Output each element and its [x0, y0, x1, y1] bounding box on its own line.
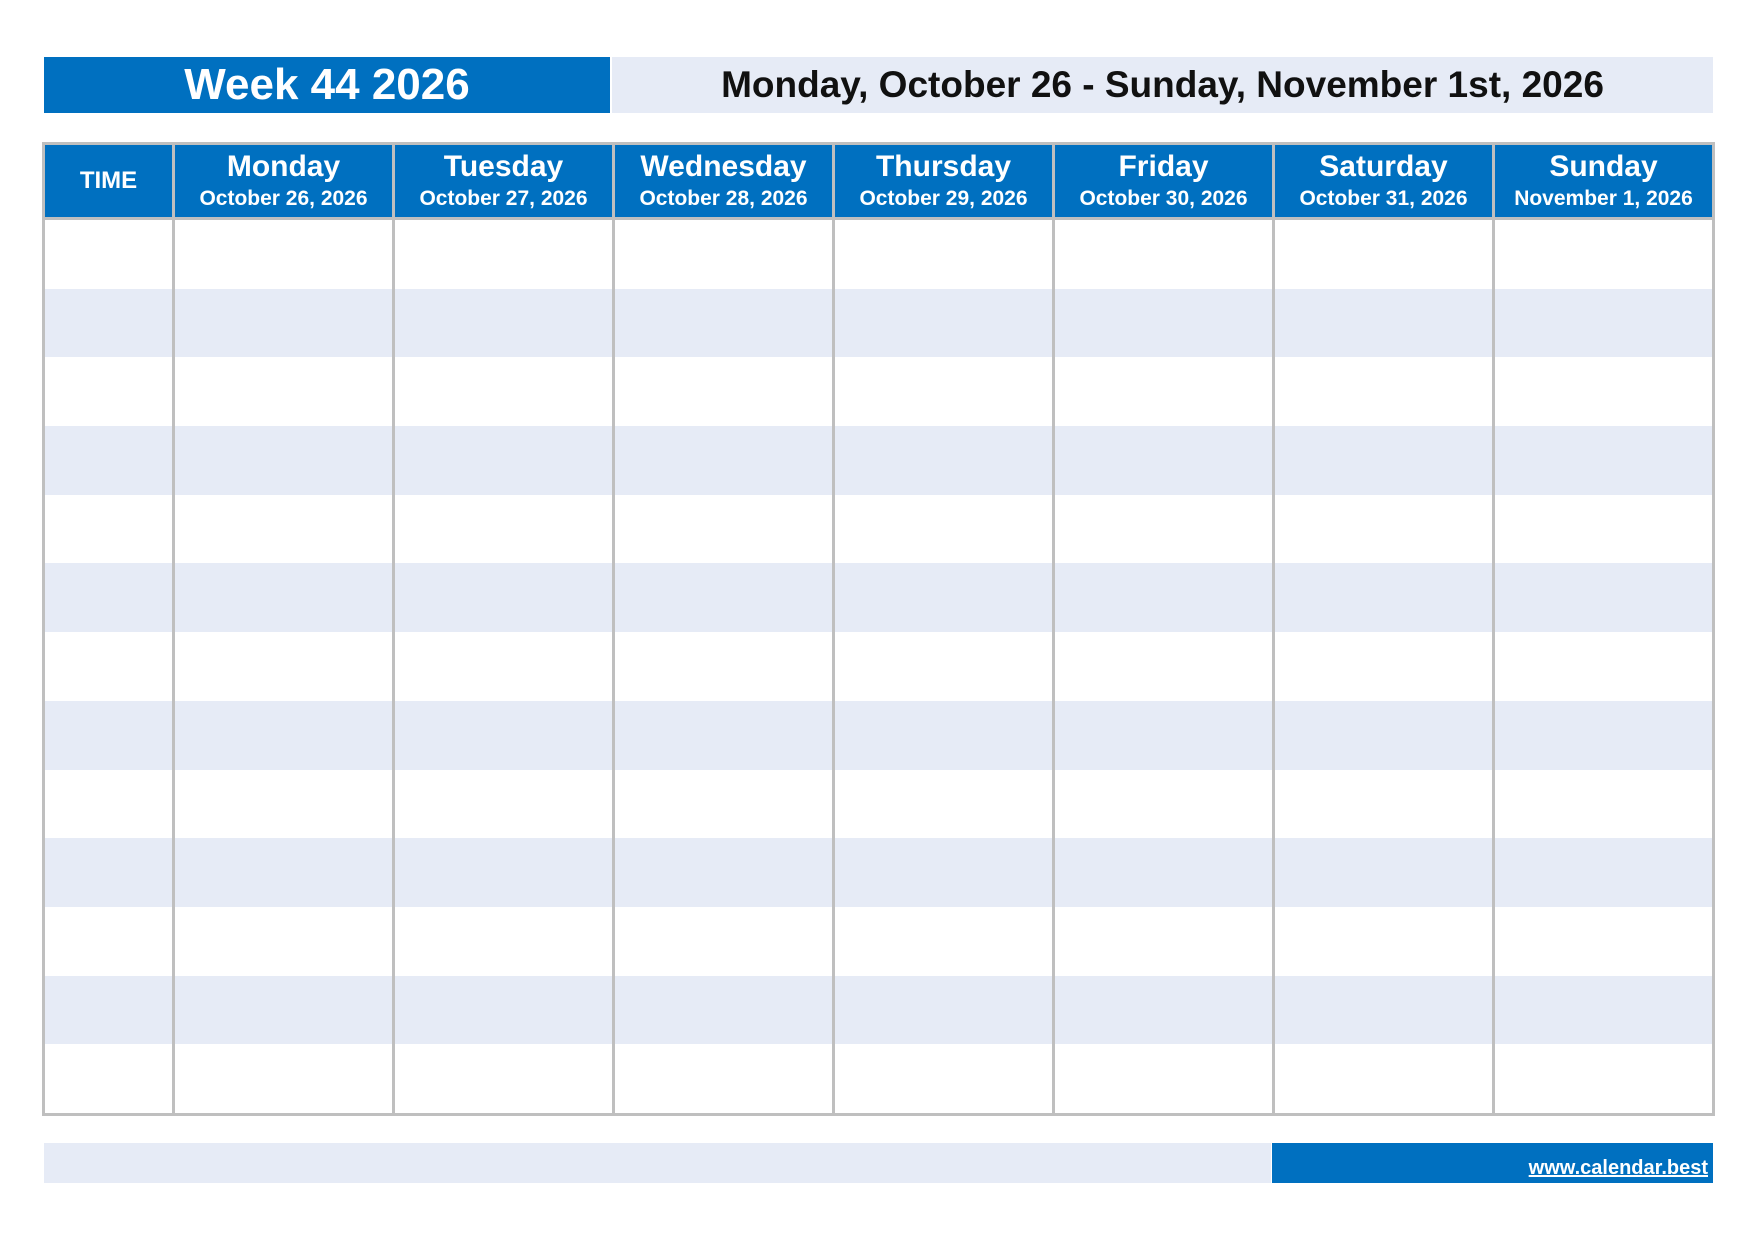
planner-cell[interactable]: [175, 289, 392, 358]
day-date: November 1, 2026: [1514, 187, 1693, 210]
planner-cell[interactable]: [395, 357, 612, 426]
time-slot-cell[interactable]: [45, 289, 172, 358]
day-date: October 30, 2026: [1079, 187, 1248, 210]
planner-cell[interactable]: [395, 289, 612, 358]
planner-cell[interactable]: [835, 495, 1052, 564]
planner-cell[interactable]: [1495, 495, 1712, 564]
day-name: Monday: [226, 150, 341, 183]
planner-cell[interactable]: [1275, 357, 1492, 426]
planner-cell[interactable]: [175, 907, 392, 976]
planner-cell[interactable]: [175, 838, 392, 907]
website-link[interactable]: www.calendar.best: [1528, 1157, 1708, 1179]
planner-cell[interactable]: [835, 632, 1052, 701]
planner-cell[interactable]: [395, 563, 612, 632]
day-date: October 29, 2026: [859, 187, 1028, 210]
planner-cell[interactable]: [1275, 220, 1492, 289]
planner-cell[interactable]: [395, 907, 612, 976]
week-title: Week 44 2026: [44, 57, 610, 113]
planner-cell[interactable]: [1275, 563, 1492, 632]
planner-cell[interactable]: [1055, 220, 1272, 289]
planner-cell[interactable]: [1275, 701, 1492, 770]
time-slot-cell[interactable]: [45, 838, 172, 907]
planner-cell[interactable]: [395, 426, 612, 495]
planner-cell[interactable]: [395, 495, 612, 564]
planner-cell[interactable]: [1275, 632, 1492, 701]
planner-cell[interactable]: [395, 838, 612, 907]
planner-cell[interactable]: [1055, 976, 1272, 1045]
footer-link-box: [1272, 1143, 1713, 1183]
day-date: October 27, 2026: [419, 187, 588, 210]
planner-cell[interactable]: [175, 701, 392, 770]
planner-cell[interactable]: [1275, 770, 1492, 839]
planner-cell[interactable]: [1495, 220, 1712, 289]
planner-cell[interactable]: [1055, 426, 1272, 495]
planner-cell[interactable]: [175, 1044, 392, 1113]
planner-cell[interactable]: [1275, 838, 1492, 907]
planner-cell[interactable]: [615, 907, 832, 976]
planner-cell[interactable]: [615, 1044, 832, 1113]
planner-cell[interactable]: [615, 289, 832, 358]
planner-cell[interactable]: [1495, 976, 1712, 1045]
planner-cell[interactable]: [835, 1044, 1052, 1113]
planner-cell[interactable]: [1055, 907, 1272, 976]
day-header-wednesday: [615, 145, 832, 220]
planner-cell[interactable]: [1495, 357, 1712, 426]
weekly-planner-grid: [42, 142, 1715, 1116]
planner-cell[interactable]: [835, 838, 1052, 907]
planner-cell[interactable]: [395, 1044, 612, 1113]
planner-cell[interactable]: [835, 563, 1052, 632]
planner-cell[interactable]: [1495, 701, 1712, 770]
planner-cell[interactable]: [395, 770, 612, 839]
time-column-header: TIME: [45, 145, 172, 220]
planner-cell[interactable]: [1275, 976, 1492, 1045]
planner-cell[interactable]: [175, 976, 392, 1045]
time-slot-cell[interactable]: [45, 220, 172, 289]
planner-cell[interactable]: [395, 701, 612, 770]
day-name: Sunday: [1549, 150, 1658, 183]
footer-band: [44, 1143, 1271, 1183]
planner-cell[interactable]: [835, 289, 1052, 358]
planner-cell[interactable]: [1055, 770, 1272, 839]
planner-cell[interactable]: [1495, 563, 1712, 632]
day-header-sunday: [1495, 145, 1712, 220]
planner-cell[interactable]: [835, 701, 1052, 770]
planner-cell[interactable]: [1495, 632, 1712, 701]
planner-cell[interactable]: [835, 220, 1052, 289]
planner-cell[interactable]: [615, 426, 832, 495]
planner-cell[interactable]: [1495, 426, 1712, 495]
day-header-thursday: [835, 145, 1052, 220]
day-name: Saturday: [1319, 150, 1448, 183]
planner-cell[interactable]: [615, 976, 832, 1045]
planner-cell[interactable]: [175, 220, 392, 289]
planner-cell[interactable]: [395, 220, 612, 289]
planner-cell[interactable]: [1495, 1044, 1712, 1113]
planner-cell[interactable]: [175, 563, 392, 632]
planner-cell[interactable]: [835, 907, 1052, 976]
time-slot-cell[interactable]: [45, 976, 172, 1045]
planner-cell[interactable]: [1495, 289, 1712, 358]
time-slot-cell[interactable]: [45, 1044, 172, 1113]
time-slot-cell[interactable]: [45, 563, 172, 632]
day-header-tuesday: [395, 145, 612, 220]
day-header-monday: [175, 145, 392, 220]
day-date: October 31, 2026: [1299, 187, 1468, 210]
planner-cell[interactable]: [615, 357, 832, 426]
planner-cell[interactable]: [615, 770, 832, 839]
time-slot-cell[interactable]: [45, 701, 172, 770]
planner-cell[interactable]: [395, 632, 612, 701]
planner-cell[interactable]: [835, 770, 1052, 839]
planner-cell[interactable]: [615, 220, 832, 289]
time-slot-cell[interactable]: [45, 907, 172, 976]
planner-cell[interactable]: [835, 426, 1052, 495]
planner-cell[interactable]: [175, 770, 392, 839]
planner-cell[interactable]: [1055, 632, 1272, 701]
planner-cell[interactable]: [1055, 563, 1272, 632]
planner-cell[interactable]: [175, 357, 392, 426]
planner-cell[interactable]: [175, 426, 392, 495]
planner-cell[interactable]: [175, 495, 392, 564]
day-date: October 26, 2026: [199, 187, 368, 210]
planner-cell[interactable]: [615, 838, 832, 907]
planner-cell[interactable]: [1275, 1044, 1492, 1113]
time-slot-cell[interactable]: [45, 357, 172, 426]
time-slot-cell[interactable]: [45, 426, 172, 495]
planner-cell[interactable]: [1055, 701, 1272, 770]
planner-cell[interactable]: [615, 563, 832, 632]
planner-cell[interactable]: [615, 495, 832, 564]
planner-cell[interactable]: [1275, 907, 1492, 976]
planner-cell[interactable]: [1275, 426, 1492, 495]
planner-cell[interactable]: [1275, 495, 1492, 564]
planner-cell[interactable]: [835, 357, 1052, 426]
planner-cell[interactable]: [835, 976, 1052, 1045]
time-slot-cell[interactable]: [45, 632, 172, 701]
time-slot-cell[interactable]: [45, 770, 172, 839]
planner-cell[interactable]: [615, 632, 832, 701]
planner-cell[interactable]: [1055, 838, 1272, 907]
day-header-saturday: [1275, 145, 1492, 220]
planner-cell[interactable]: [395, 976, 612, 1045]
planner-cell[interactable]: [1275, 289, 1492, 358]
time-slot-cell[interactable]: [45, 495, 172, 564]
day-header-friday: [1055, 145, 1272, 220]
planner-cell[interactable]: [615, 701, 832, 770]
date-range-title: Monday, October 26 - Sunday, November 1st, 2026: [612, 57, 1713, 113]
day-name: Tuesday: [443, 150, 564, 183]
planner-cell[interactable]: [1055, 289, 1272, 358]
planner-cell[interactable]: [1495, 838, 1712, 907]
day-name: Thursday: [875, 150, 1012, 183]
planner-cell[interactable]: [1055, 357, 1272, 426]
day-date: October 28, 2026: [639, 187, 808, 210]
planner-cell[interactable]: [1055, 1044, 1272, 1113]
day-name: Wednesday: [640, 150, 807, 183]
day-name: Friday: [1118, 150, 1209, 183]
planner-cell[interactable]: [175, 632, 392, 701]
planner-cell[interactable]: [1495, 907, 1712, 976]
planner-cell[interactable]: [1055, 495, 1272, 564]
planner-cell[interactable]: [1495, 770, 1712, 839]
